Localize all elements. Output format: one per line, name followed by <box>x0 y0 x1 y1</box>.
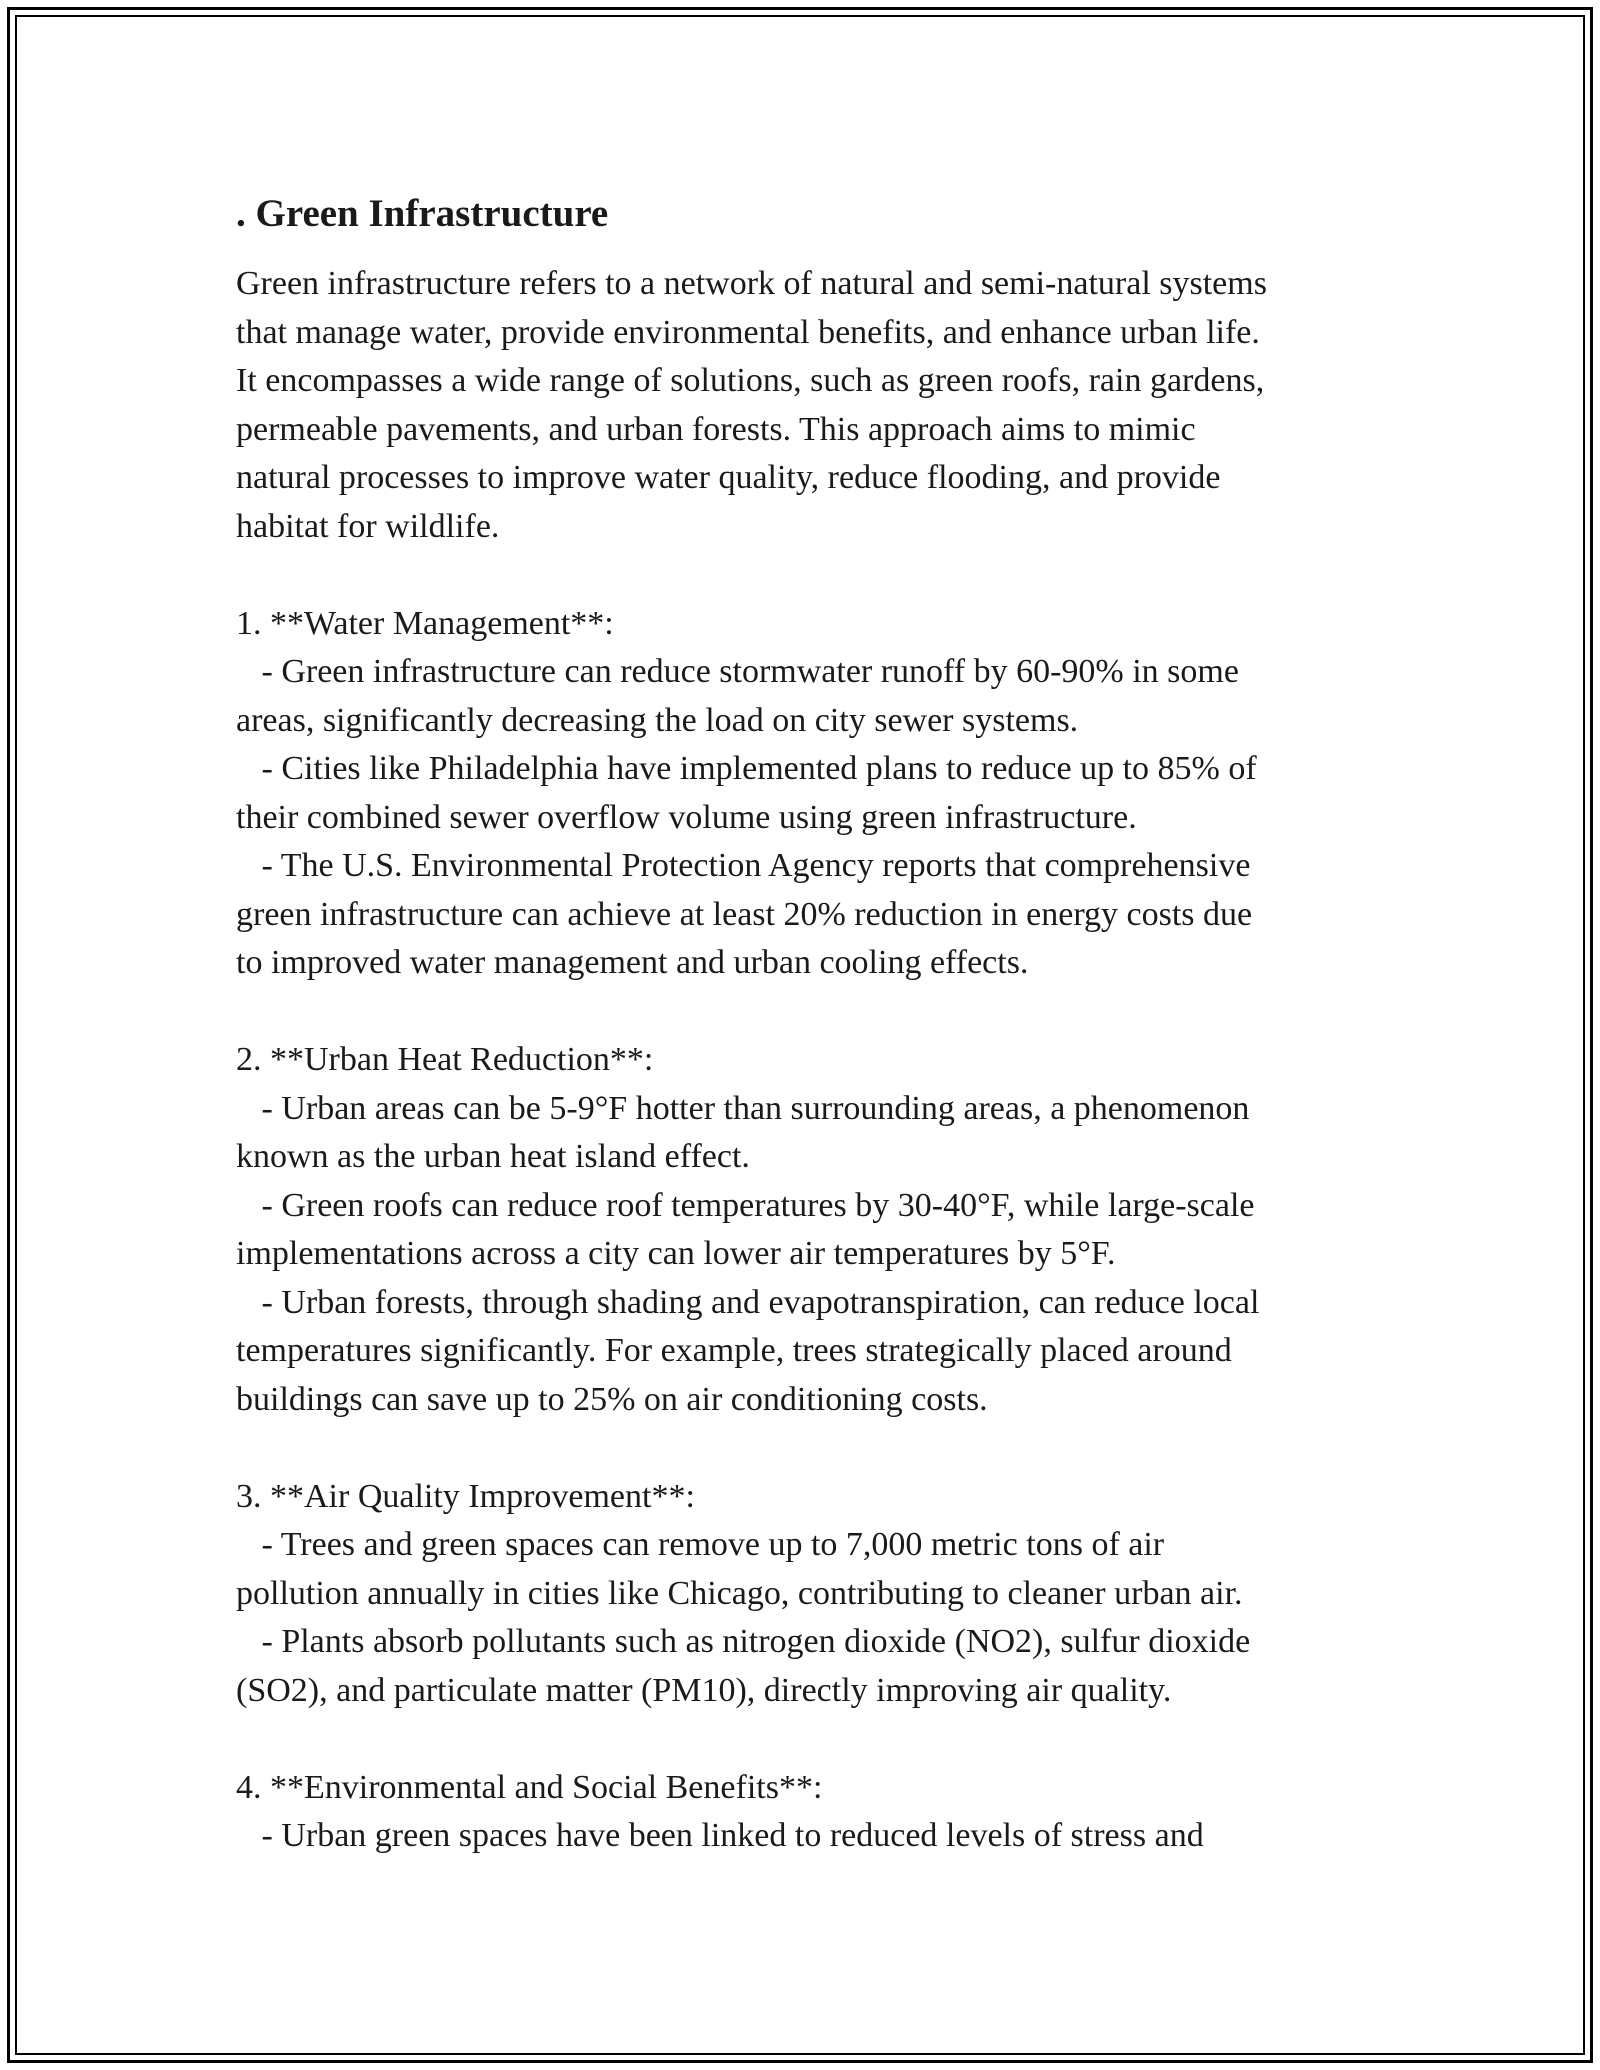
text-line: to improved water management and urban cooling effects. <box>236 944 1029 981</box>
list-item-title: 2. **Urban Heat Reduction**: <box>236 1041 654 1078</box>
blank-line <box>236 988 1376 1037</box>
text-line: - The U.S. Environmental Protection Agency reports that comprehensive <box>236 847 1251 884</box>
text-line: - Urban areas can be 5-9°F hotter than surrounding areas, a phenomenon <box>236 1089 1250 1127</box>
list-item-title: 3. **Air Quality Improvement**: <box>236 1477 695 1515</box>
list-item-water-management <box>236 600 1376 988</box>
text-line: their combined sewer overflow volume using green infrastructure. <box>236 798 1137 836</box>
text-line: areas, significantly decreasing the load on city sewer systems. <box>236 701 1079 739</box>
text-line: - Urban green spaces have been linked to reduced levels of stress and <box>236 1817 1204 1854</box>
text-line: - Green infrastructure can reduce stormwater runoff by 60-90% in some <box>236 653 1239 690</box>
text-line: buildings can save up to 25% on air conditioning costs. <box>236 1380 988 1418</box>
text-line: permeable pavements, and urban forests. This approach aims to mimic <box>236 410 1196 448</box>
text-line: - Plants absorb pollutants such as nitrogen dioxide (NO2), sulfur dioxide <box>236 1623 1251 1660</box>
text-line: temperatures significantly. For example, trees strategically placed around <box>236 1332 1232 1369</box>
text-line: green infrastructure can achieve at least 20% reduction in energy costs due <box>236 895 1253 933</box>
intro-paragraph <box>236 260 1376 551</box>
list-item-urban-heat-reduction <box>236 1036 1376 1424</box>
text-line: natural processes to improve water quality, reduce flooding, and provide <box>236 459 1221 496</box>
text-line: implementations across a city can lower air temperatures by 5°F. <box>236 1235 1116 1272</box>
text-line: - Green roofs can reduce roof temperatures by 30-40°F, while large-scale <box>236 1186 1255 1224</box>
text-line: known as the urban heat island effect. <box>236 1138 750 1175</box>
text-line: - Trees and green spaces can remove up to 7,000 metric tons of air <box>236 1526 1165 1563</box>
text-line: pollution annually in cities like Chicago, contributing to cleaner urban air. <box>236 1574 1243 1612</box>
text-line: that manage water, provide environmental benefits, and enhance urban life. <box>236 313 1260 351</box>
list-item-environmental-social <box>236 1764 1376 1861</box>
text-line: (SO2), and particulate matter (PM10), directly improving air quality. <box>236 1671 1172 1709</box>
blank-line <box>236 551 1376 600</box>
text-line: It encompasses a wide range of solutions, such as green roofs, rain gardens, <box>236 362 1265 399</box>
list-item-title: 1. **Water Management**: <box>236 604 614 642</box>
text-line: habitat for wildlife. <box>236 507 500 545</box>
blank-line <box>236 1424 1376 1473</box>
text-line: Green infrastructure refers to a network of natural and semi-natural systems <box>236 265 1267 302</box>
section-heading: . Green Infrastructure <box>236 192 609 235</box>
list-item-title: 4. **Environmental and Social Benefits**: <box>236 1768 823 1806</box>
blank-line <box>236 1715 1376 1764</box>
document-body <box>236 186 1376 1861</box>
text-line: - Urban forests, through shading and evapotranspiration, can reduce local <box>236 1283 1260 1321</box>
text-line: - Cities like Philadelphia have implemented plans to reduce up to 85% of <box>236 750 1257 787</box>
list-item-air-quality <box>236 1473 1376 1716</box>
